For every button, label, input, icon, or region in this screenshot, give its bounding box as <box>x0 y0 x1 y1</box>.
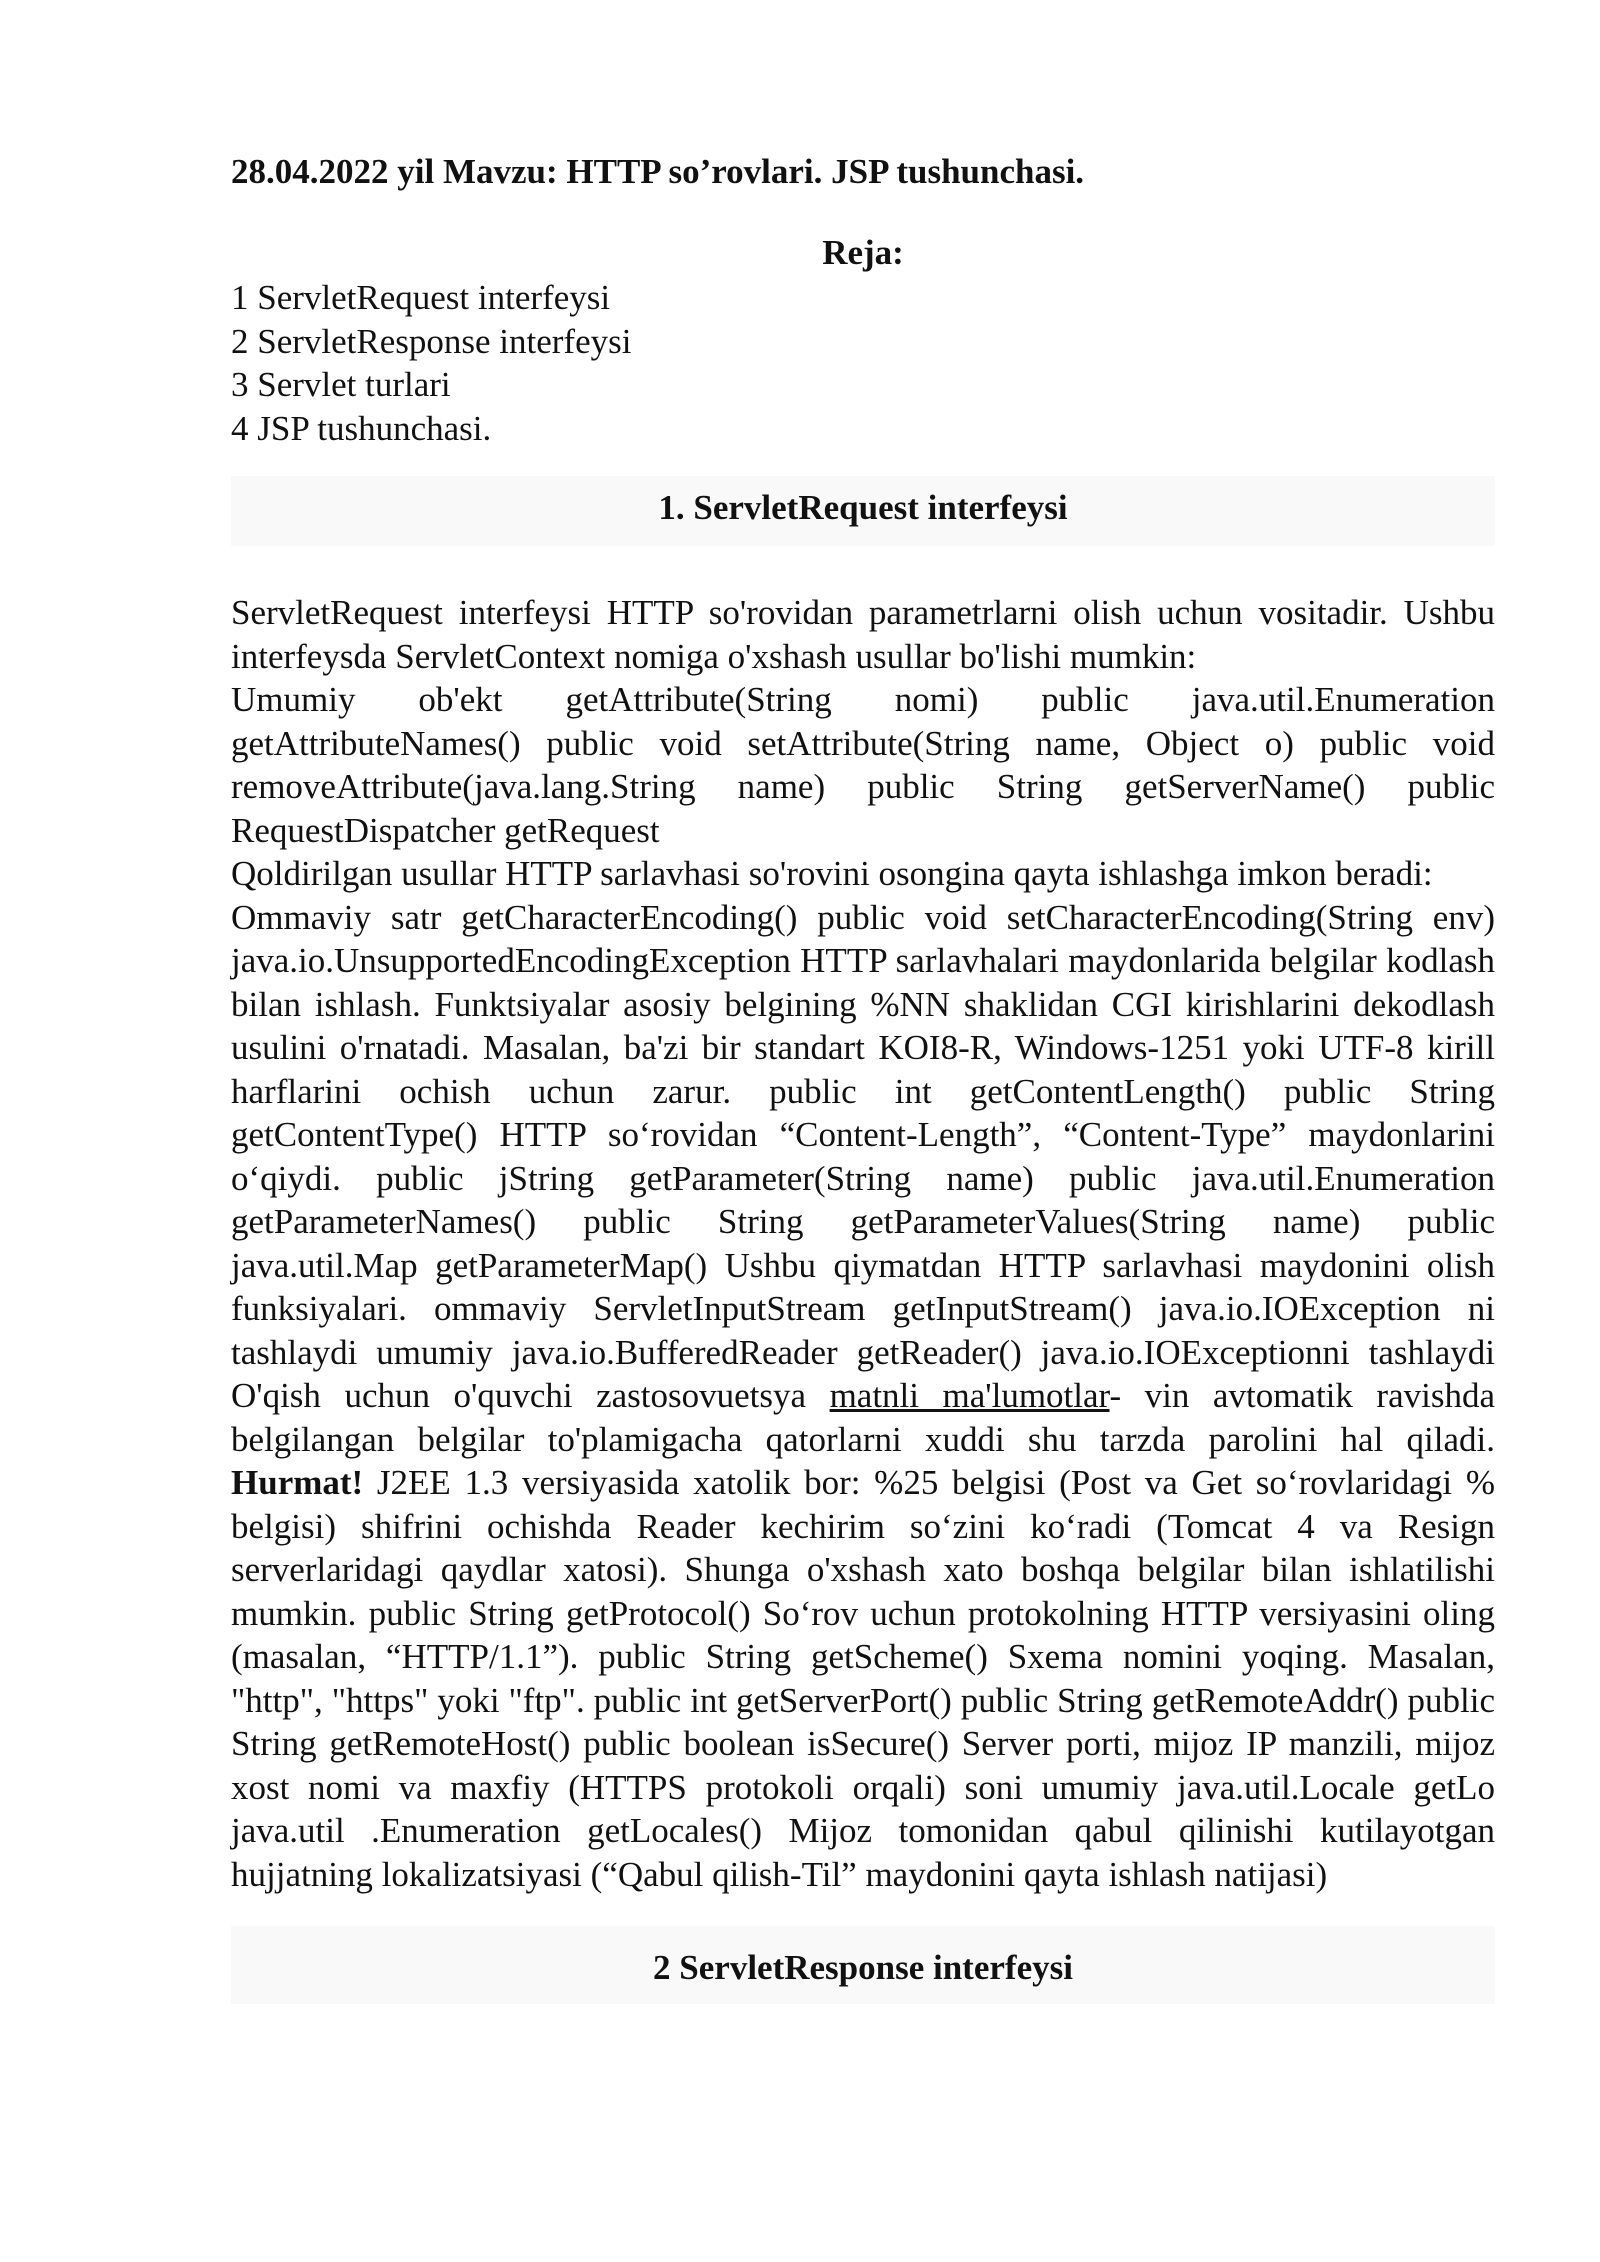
paragraph: Qoldirilgan usullar HTTP sarlavhasi so'rovini osongina qayta ishlashga imkon beradi: <box>231 854 1433 893</box>
warning-label: Hurmat! <box>231 1463 364 1502</box>
section-1-body <box>231 591 1495 1896</box>
plan-heading: Reja: <box>822 233 904 272</box>
plan-item: 4 JSP tushunchasi. <box>231 408 492 448</box>
plan-item: 2 ServletResponse interfeysi <box>231 321 632 361</box>
paragraph: ServletRequest interfeysi HTTP so'rovidan parametrlarni olish uchun vositadir. Ushbu interfeysda ServletContext nomiga o'xshash usullar bo'lishi mumkin: <box>231 593 1495 676</box>
plan-item: 1 ServletRequest interfeysi <box>231 278 611 317</box>
plan-list <box>231 276 1495 450</box>
section-1-title: 1. ServletRequest interfeysi <box>658 488 1068 527</box>
matnli-malumotlar-link[interactable]: matnli ma'lumotlar <box>829 1376 1110 1415</box>
paragraph <box>231 896 1495 1897</box>
section-1-heading-band <box>231 476 1495 546</box>
paragraph-text: J2EE 1.3 versiyasida xatolik bor: %25 belgisi (Post va Get so‘rovlaridagi % belgisi) shifrini ochishda Reader kechirim so‘zini ko‘radi (Tomcat 4 va Resign serverlaridagi qaydlar xatosi). Shunga o'xshash xato boshqa belgilar bilan ishlatilishi mumkin. public String getProtocol() So‘rov uchun protokolning HTTP versiyasini oling (masalan, “HTTP/1.1”). public String getScheme() Sxema nomini yoqing. Masalan, "http", "https" yoki "ftp". public int getServerPort() public String getRemoteAddr() public String getRemoteHost() public boolean isSecure() Server porti, mijoz IP manzili, mijoz xost nomi va maxfiy (HTTPS protokoli orqali) soni umumiy java.util.Locale getLo java.util .Enumeration getLocales() Mijoz tomonidan qabul qilinishi kutilayotgan hujjatning lokalizatsiyasi (“Qabul qilish-Til” maydonini qayta ishlash natijasi) <box>231 1463 1495 1894</box>
paragraph-text: - vin avtomatik ravishda belgilangan belgilar to'plamigacha qatorlarni xuddi shu tarzda parolini hal qiladi. <box>231 1376 1495 1459</box>
paragraph: Umumiy ob'ekt getAttribute(String nomi) public java.util.Enumeration getAttributeNames() public void setAttribute(String name, Object o) public void removeAttribute(java.lang.String name) public String getServerName() public RequestDispatcher getRequest <box>231 680 1495 850</box>
section-2-heading-band <box>231 1926 1495 2004</box>
paragraph-text: Ommaviy satr getCharacterEncoding() public void setCharacterEncoding(String env) java.io.UnsupportedEncodingException HTTP sarlavhalari maydonlarida belgilar kodlash bilan ishlash. Funktsiyalar asosiy belgining %NN shaklidan CGI kirishlarini dekodlash usulini o'rnatadi. Masalan, ba'zi bir standart KOI8-R, Windows-1251 yoki UTF-8 kirill harflarini ochish uchun zarur. public int getContentLength() public String getContentType() HTTP so‘rovidan “Content-Length”, “Content-Type” maydonlarini o‘qiydi. public jString getParameter(String name) public java.util.Enumeration getParameterNames() public String getParameterValues(String name) public java.util.Map getParameterMap() Ushbu qiymatdan HTTP sarlavhasi maydonini olish funksiyalari. ommaviy ServletInputStream getInputStream() java.io.IOException ni tashlaydi umumiy java.io.BufferedReader getReader() java.io.IOExceptionni tashlaydi O'qish uchun o'quvchi zastosovuetsya <box>231 897 1495 1415</box>
document-content <box>231 150 1495 2004</box>
section-2-title: 2 ServletResponse interfeysi <box>653 1948 1073 1987</box>
plan-item: 3 Servlet turlari <box>231 365 451 404</box>
document-title: 28.04.2022 yil Mavzu: HTTP so’rovlari. JSP tushunchasi. <box>231 152 1085 191</box>
